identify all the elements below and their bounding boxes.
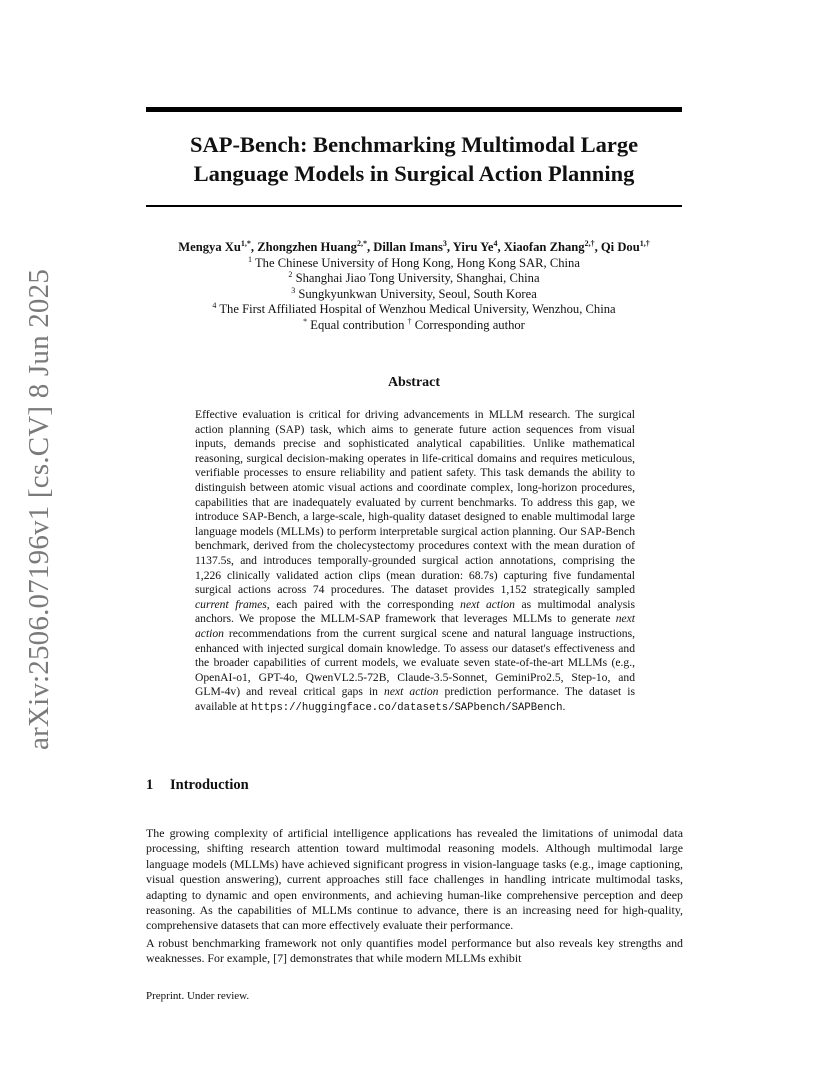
author [504, 240, 601, 254]
corresponding-author-mark: † [407, 316, 412, 326]
author-list [120, 240, 708, 256]
author [453, 240, 504, 254]
affiliation [120, 256, 708, 272]
author-name: Zhongzhen Huang [257, 240, 357, 254]
author [601, 240, 650, 254]
affiliation-mark: 2 [288, 270, 293, 279]
abstract-heading: Abstract [387, 375, 441, 390]
corresponding-author-text: Corresponding author [414, 317, 525, 332]
affiliation-text: Sungkyunkwan University, Seoul, South Korea [298, 286, 537, 301]
affiliation-text: The First Affiliated Hospital of Wenzhou Medical University, Wenzhou, China [219, 302, 616, 317]
author-affiliation-mark: 2,* [356, 238, 367, 248]
affiliation-text: The Chinese University of Hong Kong, Hong Kong SAR, China [254, 255, 580, 270]
intro-paragraph-1[interactable]: The growing complexity of artificial intelligence applications has revealed the limitations of unimodal data processing, shifting research attention toward multimodal reasoning models. Although multimodal large language models (MLLMs) have achieved significant progress in vision-language tasks (e.g., image captioning, visual question answering), current approaches still face challenges in handling intricate multimodal tasks, adapting to dynamic and open environments, and achieving human-like comprehensive perception and deep reasoning. As the capabilities of MLLMs continue to advance, there is an increasing need for high-quality, comprehensive datasets that can more effectively evaluate their performance. [146, 826, 683, 933]
author-block [120, 240, 708, 334]
author-separator: , [594, 240, 601, 254]
author-name: Mengya Xu [178, 240, 241, 254]
affiliation-text: Shanghai Jiao Tong University, Shanghai, China [295, 271, 540, 286]
author-name: Dillan Imans [373, 240, 443, 254]
author-affiliation-mark: 4 [493, 238, 498, 248]
abstract-text[interactable]: Effective evaluation is critical for driving advancements in MLLM research. The surgical action planning (SAP) task, which aims to generate future action sequences from visual inputs, demands precise and sophisticated analytical capabilities. Unlike mathematical reasoning, surgical decision-making operates in life-critical domains and requires meticulous, verifiable processes to ensure reliability and patient safety. This task demands the ability to distinguish between atomic visual actions and coordinate complex, long-horizon procedures, capabilities that are inadequately evaluated by current benchmarks. To address this gap, we introduce SAP-Bench, a large-scale, high-quality dataset designed to enable multimodal large language models (MLLMs) to perform interpretable surgical action planning. Our SAP-Bench benchmark, derived from the cholecystectomy procedures context with the mean duration of 1137.5s, and introduces temporally-grounded surgical action annotations, comprising the 1,226 clinically validated action clips (mean duration: 68.7s) capturing five fundamental surgical actions across 74 procedures. The dataset provides 1,152 strategically sampled current frames, each paired with the corresponding next action as multimodal analysis anchors. We propose the MLLM-SAP framework that leverages MLLMs to generate next action recommendations from the current surgical scene and natural language instructions, enhanced with injected surgical domain knowledge. To assess our dataset's effectiveness and the broader capabilities of current models, we evaluate seven state-of-the-art MLLMs (e.g., OpenAI-o1, GPT-4o, QwenVL2.5-72B, Claude-3.5-Sonnet, GeminiPro2.5, Step-1o, and GLM-4v) and reveal critical gaps in next action prediction performance. The dataset is available at https://huggingface.co/datasets/SAPbench/SAPBench. [195, 408, 636, 714]
author-separator: , [446, 240, 453, 254]
affiliation [120, 287, 708, 303]
affiliation-mark: 3 [291, 285, 296, 295]
equal-contribution-mark: * [303, 316, 308, 326]
author-affiliation-mark: 3 [442, 238, 447, 248]
author [257, 240, 373, 254]
affiliation [120, 271, 708, 287]
author-separator: , [366, 240, 374, 254]
intro-paragraph-2[interactable]: A robust benchmarking framework not only quantifies model performance but also reveals key strengths and weaknesses. For example, [7] demonstrates that while modern MLLMs exhibit [146, 936, 683, 966]
paper-title [146, 130, 682, 188]
section-title: Introduction [170, 777, 249, 793]
affiliation-mark: 1 [248, 254, 253, 264]
author-separator: , [250, 240, 258, 254]
contribution-note [120, 318, 708, 334]
title-line-1: SAP-Bench: Benchmarking Multimodal Large [189, 132, 639, 157]
author-name: Xiaofan Zhang [503, 240, 585, 254]
footer-note: Preprint. Under review. [146, 990, 250, 1002]
dataset-link[interactable]: https://huggingface.co/datasets/SAPbench/SAPBench [251, 701, 563, 714]
author-affiliation-mark: 1,* [240, 238, 251, 248]
author-name: Qi Dou [600, 240, 640, 254]
author [373, 240, 452, 254]
title-rule-bottom [146, 205, 682, 207]
title-rule-top [146, 107, 682, 112]
author [178, 240, 257, 254]
author-name: Yiru Ye [452, 240, 494, 254]
arxiv-stamp-text[interactable]: arXiv:2506.07196v1 [cs.CV] 8 Jun 2025 [23, 268, 55, 750]
section-number: 1 [146, 777, 154, 793]
author-separator: , [497, 240, 504, 254]
affiliation [120, 302, 708, 318]
equal-contribution-text: Equal contribution [310, 317, 405, 332]
author-affiliation-mark: 1,† [639, 238, 650, 248]
title-line-2: Language Models in Surgical Action Planning [193, 161, 635, 186]
section-heading [146, 777, 249, 794]
affiliation-mark: 4 [212, 301, 217, 311]
author-affiliation-mark: 2,† [584, 238, 595, 248]
